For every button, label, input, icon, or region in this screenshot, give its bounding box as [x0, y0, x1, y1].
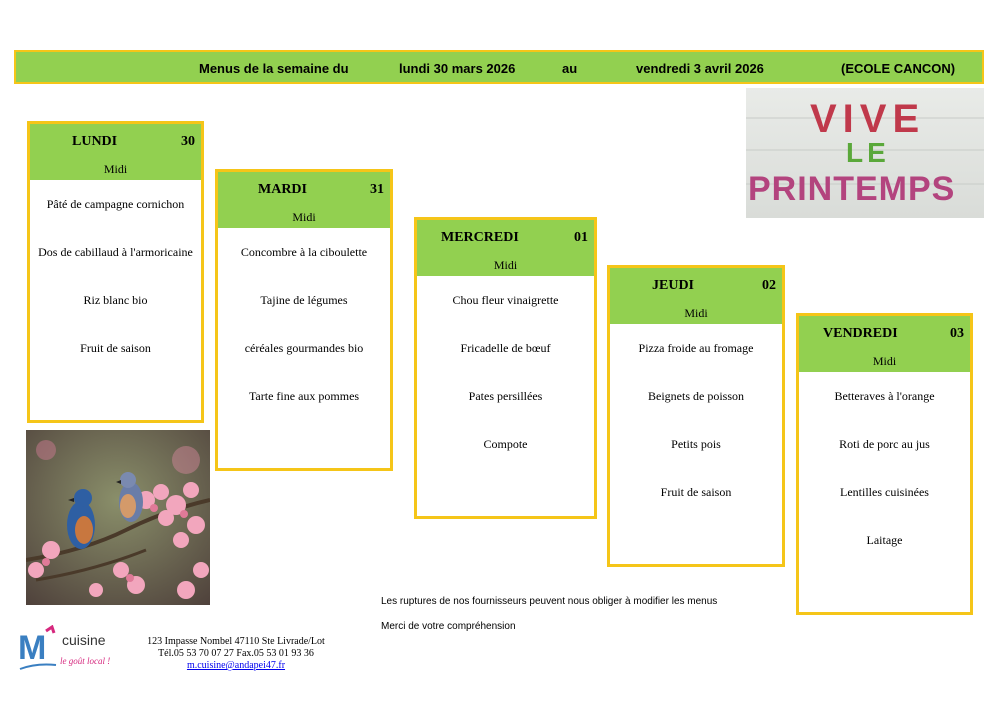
day-header	[610, 268, 782, 324]
meal-label: Midi	[684, 306, 708, 320]
menu-item: Chou fleur vinaigrette	[452, 293, 559, 307]
birds-photo	[26, 430, 210, 605]
day-number: 02	[762, 278, 776, 293]
menu-item: Roti de porc au jus	[839, 437, 930, 451]
spring-text-printemps: PRINTEMPS	[748, 170, 956, 208]
menu-item: Concombre à la ciboulette	[240, 245, 368, 259]
menu-item: Tarte fine aux pommes	[248, 389, 360, 403]
menu-item: Pâté de campagne cornichon	[46, 197, 185, 211]
day-header	[30, 124, 201, 180]
menu-items	[218, 228, 390, 420]
start-date: lundi 30 mars 2026	[399, 61, 516, 76]
thanks-note: Merci de votre compréhension	[381, 621, 516, 632]
spring-image	[746, 88, 984, 218]
menu-items	[30, 180, 201, 372]
day-card-mardi	[215, 169, 393, 471]
day-header	[417, 220, 594, 276]
menu-item: céréales gourmandes bio	[244, 341, 364, 355]
day-number: 03	[950, 326, 964, 341]
logo-mark: M	[18, 629, 47, 667]
email-link[interactable]: m.cuisine@andapei47.fr	[186, 660, 286, 671]
spring-text-vive: VIVE	[810, 97, 926, 141]
meal-label: Midi	[103, 162, 128, 176]
menu-items	[610, 324, 782, 516]
meal-label: Midi	[493, 258, 518, 272]
menu-items	[417, 276, 594, 468]
day-card-vendredi	[796, 313, 973, 615]
day-name: LUNDI	[72, 134, 118, 149]
day-name: JEUDI	[652, 278, 695, 293]
day-number: 31	[370, 182, 384, 197]
day-name: MARDI	[258, 182, 307, 197]
logo-name: cuisine	[62, 632, 106, 648]
meal-label: Midi	[292, 210, 316, 224]
day-number: 01	[574, 230, 588, 245]
address-street: 123 Impasse Nombel 47110 Ste Livrade/Lot	[147, 636, 325, 647]
menu-item: Fruit de saison	[660, 485, 732, 499]
day-card-lundi	[27, 121, 204, 423]
menu-item: Beignets de poisson	[648, 389, 744, 403]
week-label: Menus de la semaine du	[199, 61, 349, 76]
meal-label: Midi	[872, 354, 897, 368]
day-number: 30	[181, 134, 195, 149]
supplier-note: Les ruptures de nos fournisseurs peuvent nous obliger à modifier les menus	[381, 596, 718, 607]
date-connector: au	[562, 61, 578, 76]
day-card-jeudi	[607, 265, 785, 567]
menu-item: Petits pois	[671, 437, 721, 451]
menu-item: Riz blanc bio	[83, 293, 148, 307]
menu-item: Dos de cabillaud à l'armoricaine	[38, 245, 193, 259]
day-name: VENDREDI	[823, 326, 898, 341]
menu-item: Laitage	[866, 533, 903, 547]
day-header	[799, 316, 970, 372]
menu-items	[799, 372, 970, 564]
day-header	[218, 172, 390, 228]
logo-tagline: le goût local !	[60, 656, 111, 666]
menu-item: Fruit de saison	[80, 341, 151, 355]
menu-item: Compote	[483, 437, 528, 451]
week-banner	[14, 50, 984, 84]
menu-item: Fricadelle de bœuf	[460, 341, 551, 355]
spring-text-le: LE	[846, 137, 890, 168]
school-name: (ECOLE CANCON)	[841, 61, 956, 76]
mcuisine-logo	[16, 625, 126, 675]
day-name: MERCREDI	[441, 230, 519, 245]
address-block	[130, 636, 342, 672]
menu-item: Betteraves à l'orange	[834, 389, 935, 403]
end-date: vendredi 3 avril 2026	[636, 61, 764, 76]
day-card-mercredi	[414, 217, 597, 519]
menu-item: Pizza froide au fromage	[638, 341, 754, 355]
address-phone: Tél.05 53 70 07 27 Fax.05 53 01 93 36	[158, 648, 314, 659]
menu-item: Pates persillées	[468, 389, 543, 403]
menu-item: Tajine de légumes	[260, 293, 348, 307]
menu-item: Lentilles cuisinées	[840, 485, 929, 499]
